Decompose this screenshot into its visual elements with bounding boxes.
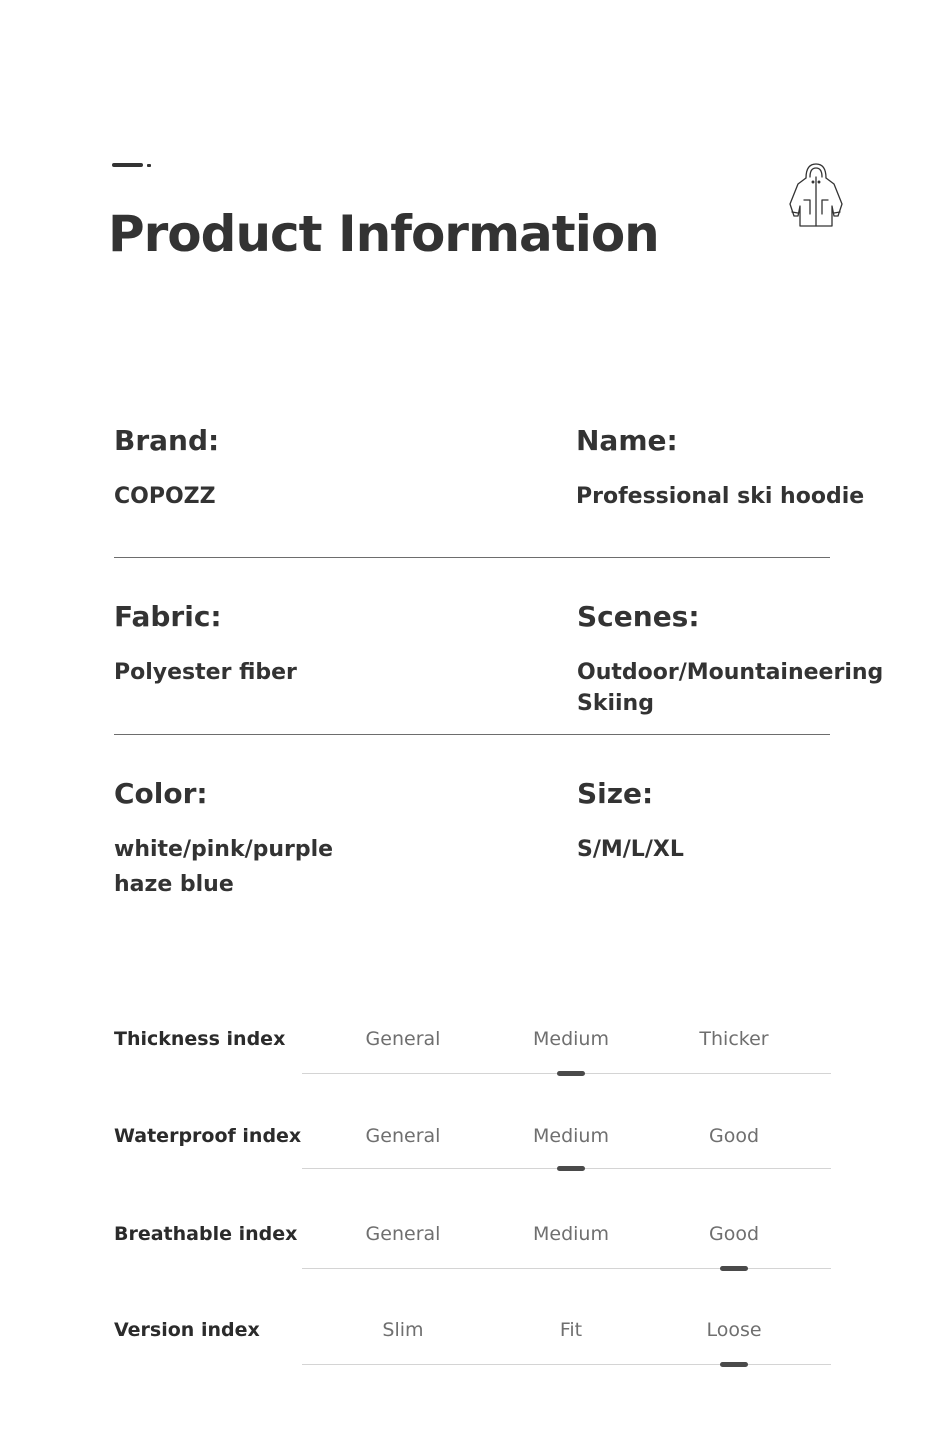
scenes-field [577,600,883,720]
size-value: S/M/L/XL [577,836,684,862]
scenes-label: Scenes: [577,600,700,633]
index-label: Thickness index [114,1028,286,1050]
name-field [576,424,864,513]
index-option: Good [708,1223,760,1245]
dash-accent-icon [112,163,143,167]
thickness-index-row [0,1026,950,1086]
index-marker [557,1071,585,1076]
index-label: Version index [114,1319,260,1341]
fabric-label: Fabric: [114,600,222,633]
brand-label: Brand: [114,424,220,457]
index-marker [557,1166,585,1171]
jacket-icon [784,160,848,232]
index-marker [720,1266,748,1271]
color-field [114,777,333,901]
dot-accent-icon [147,164,151,167]
index-option: Loose [706,1319,762,1341]
index-option: General [365,1125,441,1147]
brand-field [114,424,219,513]
page-title: Product Information [108,205,659,263]
index-track [302,1268,831,1269]
fabric-field [114,600,297,689]
name-value: Professional ski hoodie [576,483,865,509]
index-option: Medium [533,1223,609,1245]
brand-value: COPOZZ [114,483,216,509]
index-track [302,1364,831,1365]
divider [114,734,830,735]
color-value-line-2: haze blue [114,871,234,897]
color-value-line-1: white/pink/purple [114,836,334,862]
size-label: Size: [577,777,654,810]
index-label: Waterproof index [114,1125,302,1147]
index-option: General [365,1223,441,1245]
index-marker [720,1362,748,1367]
scenes-value-line-1: Outdoor/Mountaineering [577,659,884,685]
scenes-value-line-2: Skiing [577,690,654,716]
name-label: Name: [576,424,678,457]
breathable-index-row [0,1221,950,1281]
color-label: Color: [114,777,208,810]
version-index-row [0,1317,950,1377]
waterproof-index-row [0,1123,950,1183]
index-option: Medium [533,1028,609,1050]
size-field [577,777,684,866]
index-option: General [365,1028,441,1050]
index-option: Thicker [699,1028,769,1050]
index-option: Slim [382,1319,424,1341]
index-option: Good [708,1125,760,1147]
divider [114,557,830,558]
index-option: Medium [533,1125,609,1147]
index-option: Fit [559,1319,583,1341]
index-label: Breathable index [114,1223,298,1245]
fabric-value: Polyester fiber [114,659,297,685]
